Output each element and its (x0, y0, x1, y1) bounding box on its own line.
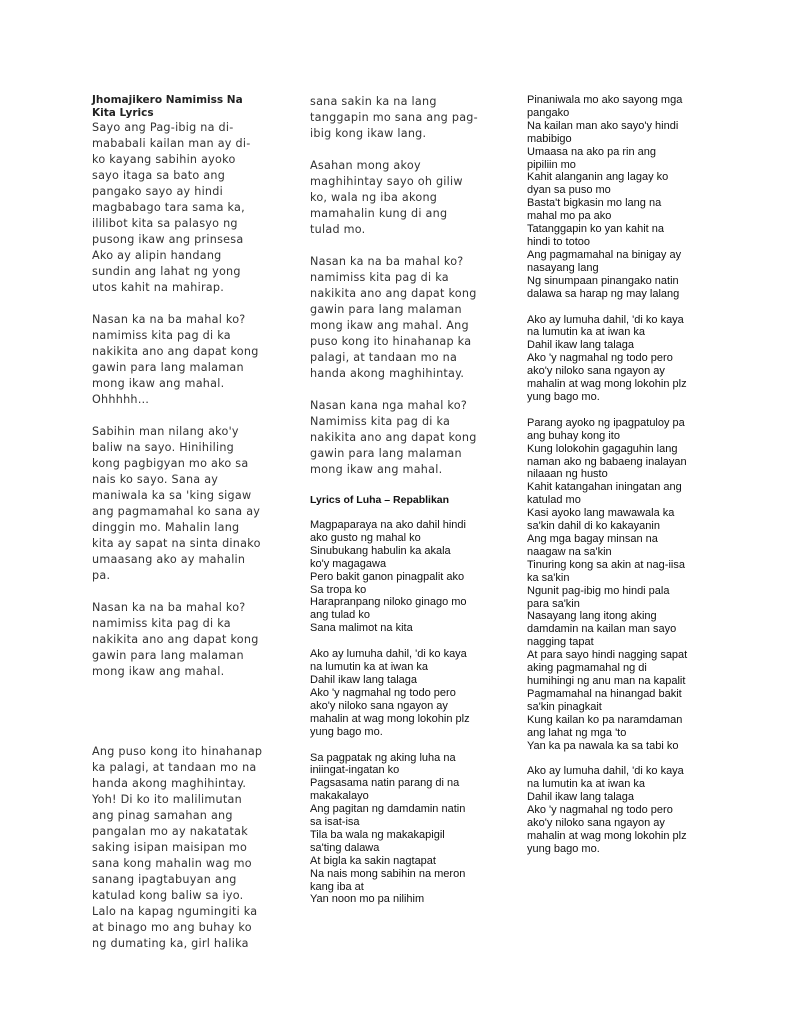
song-title-namimiss: Jhomajikero Namimiss Na Kita Lyrics (92, 94, 243, 119)
lyric-paragraph: Nasan ka na ba mahal ko? namimiss kita pag di ka nakikita ano ang dapat kong gawin para lang malaman mong ikaw ang mahal. Ohhhhh… (92, 313, 259, 406)
lyric-paragraph: Magpaparaya na ako dahil hindi ako gusto ng mahal ko Sinubukang habulin ka akala ko'y magagawa Pero bakit ganon pinagpalit ako Sa tropa ko Harapranpang niloko ginago mo ang tulad ko Sana malimot na kita (310, 519, 467, 635)
lyric-paragraph: Sa pagpatak ng aking luha na iniingat-ingatan ko Pagsasama natin parang di na makakalayo Ang pagitan ng damdamin natin sa isat-isa Tila ba wala ng makakapigil sa'ting dalawa At bigla ka sakin nagtapat Na nais mong sabihin na meron kang iba at Yan noon mo pa nilihim (310, 751, 466, 906)
lyric-paragraph: Pinaniwala mo ako sayong mga pangako Na kailan man ako sayo'y hindi mabibigo Umaasa na ako pa rin ang pipiliin mo Kahit alanganin ang lagay ko dyan sa puso mo Basta't bigkasin mo lang na mahal mo pa ako Tatanggapin ko yan kahit na hindi to totoo Ang pagmamahal na binigay ay nasayang lang Ng sinumpaan pinangako natin dalawa sa harap ng may lalang (527, 94, 683, 300)
lyric-paragraph: Sabihin man nilang ako'y baliw na sayo. Hinihiling kong pagbigyan mo ako sa nais ko sayo. Sana ay maniwala ka sa 'king sigaw ang pagmamahal ko sana ay dinggin mo. Mahalin lang kita ay sapat na sinta dinako umaasang ako ay mahalin pa. (92, 425, 261, 582)
lyric-paragraph: Ako ay lumuha dahil, 'di ko kaya na lumutin ka at iwan ka Dahil ikaw lang talaga Ako 'y nagmahal ng todo pero ako'y niloko sana ngayon ay mahalin at wag mong lokohin plz yung bago mo. (310, 648, 470, 738)
namimiss-continued (310, 94, 490, 478)
column-1 (92, 94, 267, 952)
lyric-paragraph: sana sakin ka na lang tanggapin mo sana ang pag- ibig kong ikaw lang. (310, 95, 478, 140)
lyric-paragraph: Parang ayoko ng ipagpatuloy pa ang buhay kong ito Kung lolokohin gagaguhin lang naman ako ng babaeng inalayan nilaaan ng husto Kahit katangahan iningatan ang katulad mo Kasi ayoko lang mawawala ka sa'kin dahil di ko kakayanin Ang mga bagay minsan na naagaw na sa'kin Tinuring kong sa akin at nag-iisa ka sa'kin Ngunit pag-ibig mo hindi pala para sa'kin Nasayang lang itong aking damdamin na kailan man sayo nagging tapat At para sayo hindi nagging sapat aking pagmamahal ng di humihingi ng anu man na kapalit Pagmamahal na hinangad bakit sa'kin pinagkait Kung kailan ko pa naramdaman ang lahat ng mga 'to Yan ka pa nawala ka sa tabi ko (527, 416, 688, 752)
lyric-paragraph: Ang puso kong ito hinahanap ka palagi, at tandaan mo na handa akong maghihintay. Yoh! Di ko ito malilimutan ang pinag samahan ang pangalan mo ay nakatatak saking isipan maisipan mo sana kong mahalin wag mo sanang ipagtabuyan ang katulad kong baliw sa iyo. Lalo na kapag ngumingiti ka at binago mo ang buhay ko ng dumating ka, girl halika (92, 745, 263, 950)
lyric-paragraph: Sayo ang Pag-ibig na di- mababali kailan man ay di- ko kayang sabihin ayoko sayo itaga sa bato ang pangako sayo ay hindi magbabago tara sama ka, ililibot kita sa palasyo ng pusong ikaw ang prinsesa Ako ay alipin handang sundin ang lahat ng yong utos kahit na mahirap. (92, 121, 251, 294)
column-3 (527, 94, 712, 856)
luha-section (310, 494, 490, 906)
lyric-paragraph: Ako ay lumuha dahil, 'di ko kaya na lumutin ka at iwan ka Dahil ikaw lang talaga Ako 'y nagmahal ng todo pero ako'y niloko sana ngayon ay mahalin at wag mong lokohin plz yung bago mo. (527, 313, 687, 403)
column-2 (310, 94, 490, 906)
lyric-paragraph: Asahan mong akoy maghihintay sayo oh giliw ko, wala ng iba akong mamahalin kung di ang tulad mo. (310, 159, 463, 236)
lyric-paragraph: Nasan ka na ba mahal ko? namimiss kita pag di ka nakikita ano ang dapat kong gawin para lang malaman mong ikaw ang mahal. Ang puso kong ito hinahanap ka palagi, at tandaan mo na handa akong maghihintay. (310, 255, 477, 380)
song-title-luha: Lyrics of Luha – Repablikan (310, 494, 450, 506)
lyric-paragraph: Ako ay lumuha dahil, 'di ko kaya na lumutin ka at iwan ka Dahil ikaw lang talaga Ako 'y nagmahal ng todo pero ako'y niloko sana ngayon ay mahalin at wag mong lokohin plz yung bago mo. (527, 765, 687, 855)
lyric-paragraph: Nasan kana nga mahal ko? Namimiss kita pag di ka nakikita ano ang dapat kong gawin para lang malaman mong ikaw ang mahal. (310, 399, 477, 476)
lyric-paragraph: Nasan ka na ba mahal ko? namimiss kita pag di ka nakikita ano ang dapat kong gawin para lang malaman mong ikaw ang mahal. (92, 601, 259, 678)
